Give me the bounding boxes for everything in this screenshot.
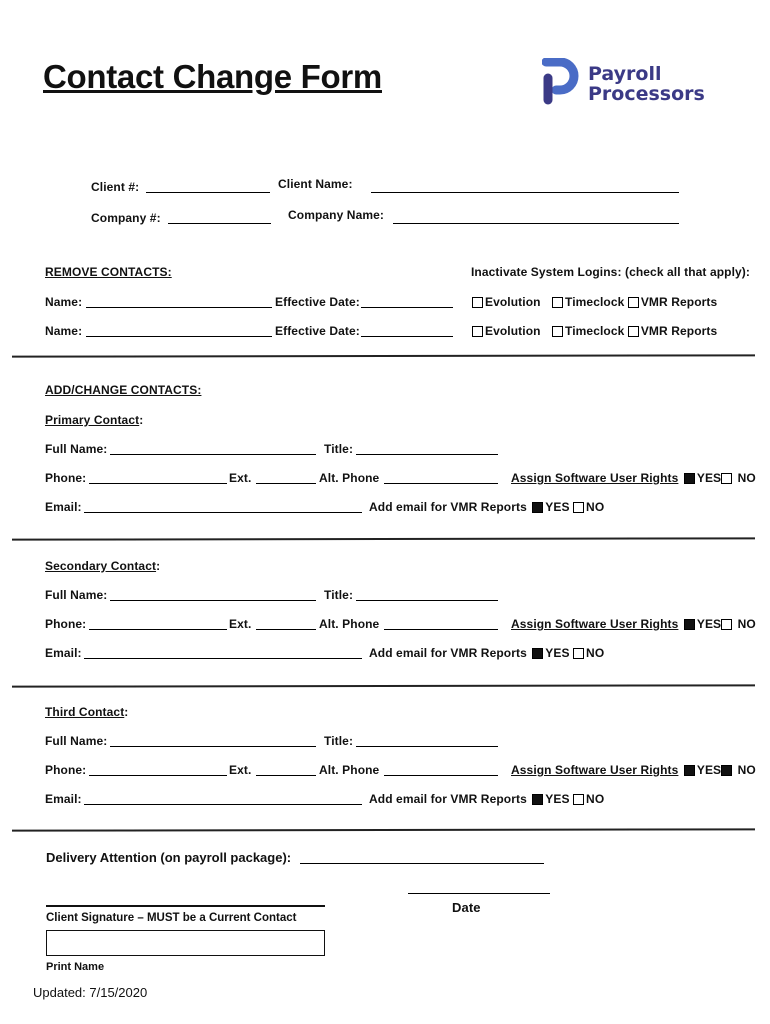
remove-name-field[interactable] [86, 336, 272, 337]
phone-field[interactable] [89, 483, 227, 484]
vmr-reports-checkbox[interactable] [628, 297, 639, 308]
vmr-email-group [369, 500, 604, 514]
title-field[interactable] [356, 600, 498, 601]
alt-phone-field[interactable] [384, 629, 498, 630]
remove-name-field[interactable] [86, 307, 272, 308]
rights-no-checkbox[interactable] [721, 473, 732, 484]
full-name-label: Full Name: [45, 734, 108, 748]
full-name-label: Full Name: [45, 442, 108, 456]
effective-date-field[interactable] [361, 307, 453, 308]
inactivate-logins-heading: Inactivate System Logins: (check all that apply): [471, 265, 750, 279]
vmr-no-label: NO [586, 792, 605, 806]
rights-no-label: NO [737, 763, 756, 777]
remove-name-label: Name: [45, 324, 83, 338]
vmr-yes-checkbox[interactable] [532, 502, 543, 513]
vmr-reports-label: VMR Reports [640, 324, 718, 338]
logo-mark-icon [542, 58, 580, 106]
email-label: Email: [45, 500, 82, 514]
print-name-label: Print Name [46, 961, 105, 973]
vmr-yes-checkbox[interactable] [532, 794, 543, 805]
delivery-attention-field[interactable] [300, 863, 544, 864]
full-name-field[interactable] [110, 600, 316, 601]
company-number-label: Company #: [91, 211, 161, 225]
delivery-attention-label: Delivery Attention (on payroll package): [46, 850, 292, 865]
section-divider [12, 354, 755, 357]
evolution-label: Evolution [485, 295, 541, 309]
vmr-email-group [369, 792, 604, 806]
date-label: Date [452, 900, 481, 915]
remove-name-label: Name: [45, 295, 83, 309]
title-label: Title: [324, 588, 354, 602]
contact-heading: Primary Contact: [45, 413, 144, 427]
vmr-yes-label: YES [545, 500, 570, 514]
email-field[interactable] [84, 512, 362, 513]
phone-label: Phone: [45, 617, 87, 631]
rights-no-label: NO [737, 471, 756, 485]
company-name-field[interactable] [393, 223, 679, 224]
phone-label: Phone: [45, 763, 87, 777]
section-divider [12, 537, 755, 540]
ext-field[interactable] [256, 775, 316, 776]
rights-no-label: NO [737, 617, 756, 631]
date-field[interactable] [408, 893, 550, 894]
login-options [472, 324, 717, 338]
remove-contacts-heading: REMOVE CONTACTS: [45, 265, 172, 279]
section-divider [12, 684, 755, 687]
evolution-checkbox[interactable] [472, 297, 483, 308]
company-name-label: Company Name: [288, 208, 384, 222]
title-label: Title: [324, 734, 354, 748]
phone-label: Phone: [45, 471, 87, 485]
effective-date-label: Effective Date: [275, 324, 360, 338]
client-number-field[interactable] [146, 192, 270, 193]
logo-line2: Processors [588, 83, 705, 105]
rights-yes-label: YES [696, 763, 722, 777]
ext-field[interactable] [256, 483, 316, 484]
title-label: Title: [324, 442, 354, 456]
phone-field[interactable] [89, 629, 227, 630]
vmr-reports-label: VMR Reports [640, 295, 718, 309]
company-number-field[interactable] [168, 223, 271, 224]
ext-label: Ext. [229, 763, 252, 777]
logo-line1: Payroll [588, 63, 662, 85]
print-name-box[interactable] [46, 930, 325, 956]
software-rights-group [511, 471, 756, 485]
email-field[interactable] [84, 804, 362, 805]
vmr-email-label: Add email for VMR Reports [369, 646, 527, 660]
email-field[interactable] [84, 658, 362, 659]
email-label: Email: [45, 646, 82, 660]
alt-phone-field[interactable] [384, 483, 498, 484]
email-label: Email: [45, 792, 82, 806]
alt-phone-label: Alt. Phone [319, 617, 380, 631]
updated-date: Updated: 7/15/2020 [33, 985, 148, 1000]
phone-field[interactable] [89, 775, 227, 776]
rights-no-checkbox[interactable] [721, 619, 732, 630]
vmr-email-label: Add email for VMR Reports [369, 500, 527, 514]
vmr-no-label: NO [586, 500, 605, 514]
ext-label: Ext. [229, 617, 252, 631]
rights-yes-checkbox[interactable] [684, 765, 695, 776]
contact-heading: Third Contact: [45, 705, 129, 719]
form-title: Contact Change Form [43, 58, 382, 95]
title-field[interactable] [356, 746, 498, 747]
software-rights-label: Assign Software User Rights [511, 763, 679, 777]
effective-date-label: Effective Date: [275, 295, 360, 309]
alt-phone-label: Alt. Phone [319, 763, 380, 777]
vmr-no-checkbox[interactable] [573, 648, 584, 659]
full-name-field[interactable] [110, 454, 316, 455]
client-number-label: Client #: [91, 180, 140, 194]
vmr-reports-checkbox[interactable] [628, 326, 639, 337]
contact-heading: Secondary Contact: [45, 559, 161, 573]
vmr-yes-checkbox[interactable] [532, 648, 543, 659]
title-field[interactable] [356, 454, 498, 455]
vmr-email-label: Add email for VMR Reports [369, 792, 527, 806]
timeclock-label: Timeclock [565, 324, 625, 338]
login-options [472, 295, 717, 309]
vmr-no-label: NO [586, 646, 605, 660]
full-name-label: Full Name: [45, 588, 108, 602]
signature-line[interactable] [46, 905, 325, 907]
vmr-no-checkbox[interactable] [573, 794, 584, 805]
software-rights-group [511, 617, 756, 631]
timeclock-checkbox[interactable] [552, 326, 563, 337]
effective-date-field[interactable] [361, 336, 453, 337]
alt-phone-label: Alt. Phone [319, 471, 380, 485]
software-rights-group [511, 763, 756, 777]
vmr-yes-label: YES [545, 792, 570, 806]
timeclock-checkbox[interactable] [552, 297, 563, 308]
signature-label: Client Signature – MUST be a Current Contact [46, 912, 297, 924]
ext-label: Ext. [229, 471, 252, 485]
vmr-no-checkbox[interactable] [573, 502, 584, 513]
rights-yes-checkbox[interactable] [684, 619, 695, 630]
add-change-heading: ADD/CHANGE CONTACTS: [45, 383, 202, 397]
vmr-email-group [369, 646, 604, 660]
rights-no-checkbox[interactable] [721, 765, 732, 776]
alt-phone-field[interactable] [384, 775, 498, 776]
evolution-checkbox[interactable] [472, 326, 483, 337]
vmr-yes-label: YES [545, 646, 570, 660]
client-name-field[interactable] [371, 192, 679, 193]
evolution-label: Evolution [485, 324, 541, 338]
client-name-label: Client Name: [278, 177, 353, 191]
full-name-field[interactable] [110, 746, 316, 747]
ext-field[interactable] [256, 629, 316, 630]
rights-yes-label: YES [696, 471, 722, 485]
rights-yes-checkbox[interactable] [684, 473, 695, 484]
timeclock-label: Timeclock [565, 295, 625, 309]
software-rights-label: Assign Software User Rights [511, 617, 679, 631]
software-rights-label: Assign Software User Rights [511, 471, 679, 485]
section-divider [12, 828, 755, 831]
rights-yes-label: YES [696, 617, 722, 631]
